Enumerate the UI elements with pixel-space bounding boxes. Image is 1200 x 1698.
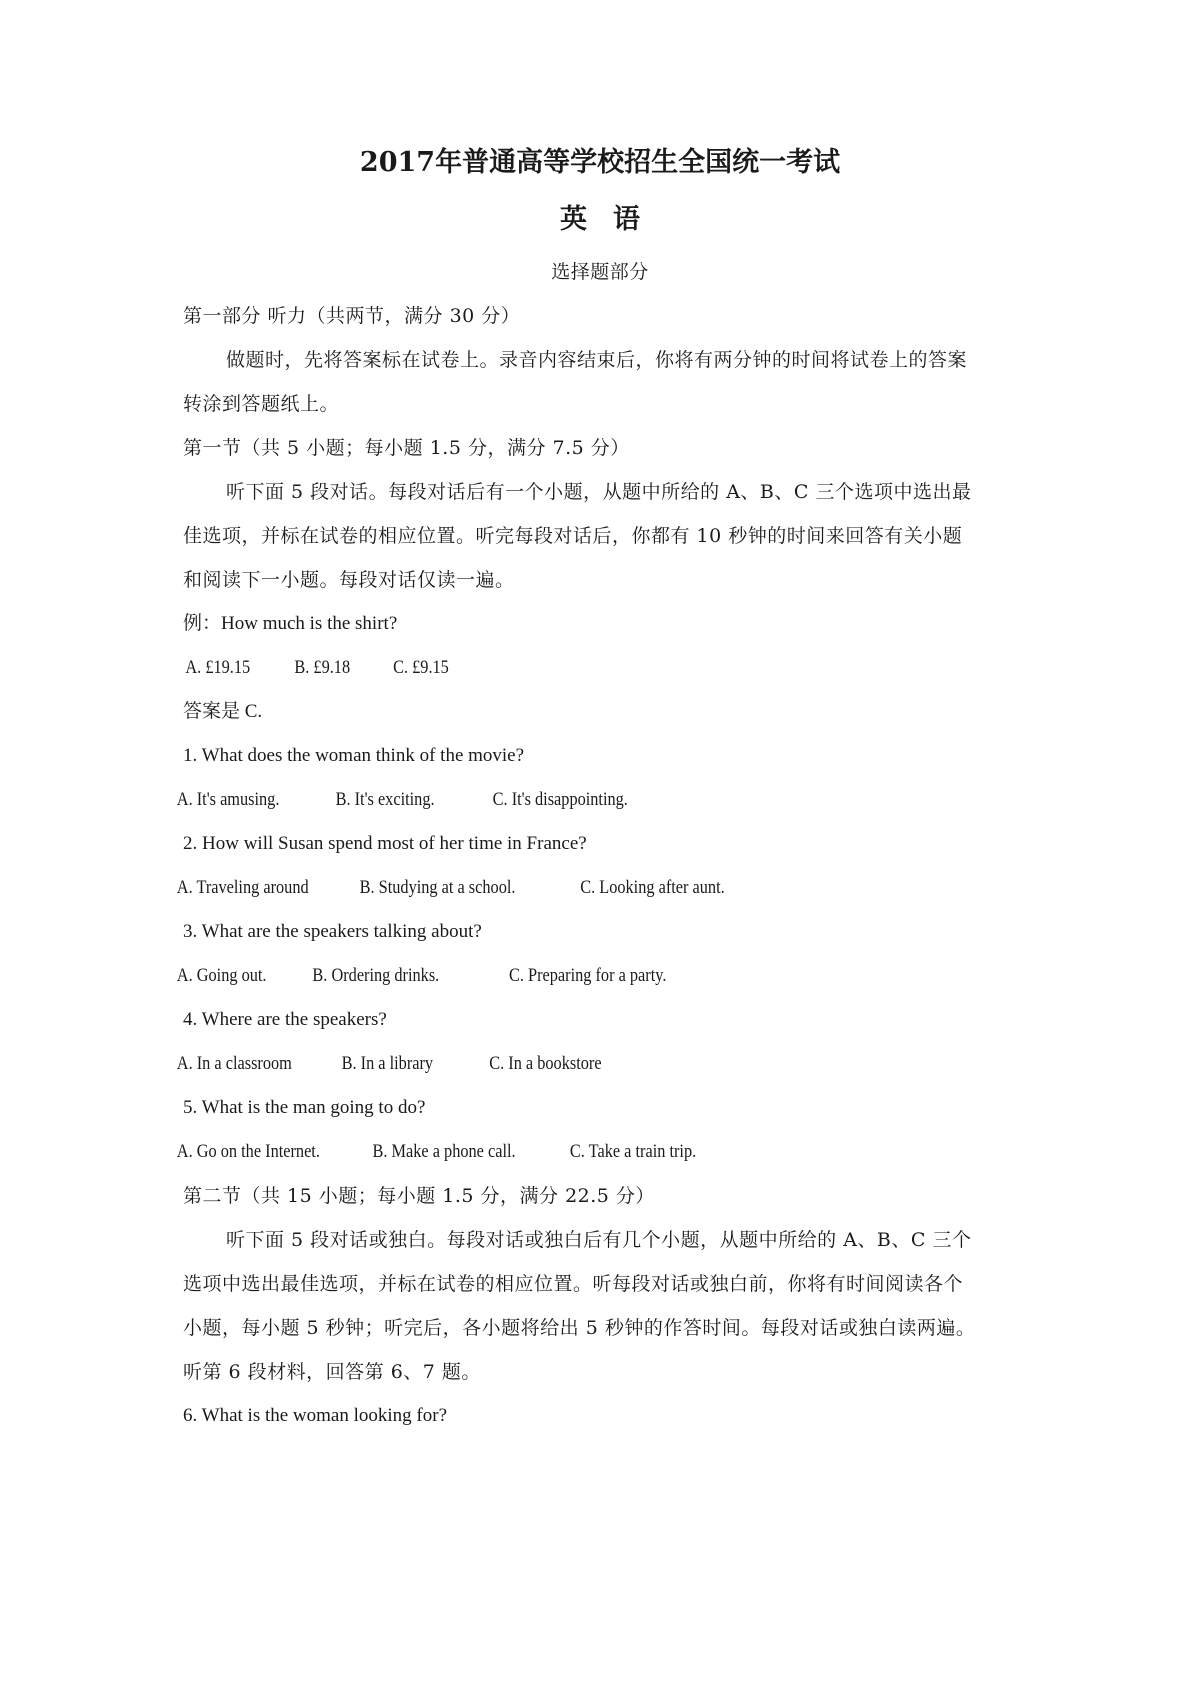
- option-b: B. In a library: [341, 1053, 434, 1074]
- section1-instruction-line1: 听下面 5 段对话。每段对话后有一个小题，从题中所给的 A、B、C 三个选项中选出最: [226, 481, 972, 503]
- question-2: 2. How will Susan spend most of her time in France?: [183, 833, 587, 854]
- question-5: 5. What is the man going to do?: [183, 1097, 426, 1118]
- example-options: [0, 656, 1030, 680]
- exam-title: 2017年普通高等学校招生全国统一考试: [359, 147, 841, 178]
- part-heading: 选择题部分: [551, 261, 649, 283]
- option-b: B. Studying at a school.: [359, 877, 516, 898]
- question-6: 6. What is the woman looking for?: [183, 1405, 448, 1426]
- question-3-options: [0, 964, 1030, 988]
- question-3: 3. What are the speakers talking about?: [183, 921, 482, 942]
- option-a: A. Going out.: [176, 965, 267, 986]
- section2-heading: 第二节（共 15 小题；每小题 1.5 分，满分 22.5 分）: [183, 1185, 655, 1207]
- option-a: A. £19.15: [185, 657, 251, 678]
- section2-instruction-line3: 小题，每小题 5 秒钟；听完后，各小题将给出 5 秒钟的作答时间。每段对话或独白读两遍。: [183, 1317, 976, 1339]
- option-c: C. In a bookstore: [489, 1053, 602, 1074]
- option-a: A. Traveling around: [176, 877, 309, 898]
- question-5-options: [0, 1140, 1030, 1164]
- section1-heading: 第一节（共 5 小题；每小题 1.5 分，满分 7.5 分）: [183, 437, 630, 459]
- option-a: A. Go on the Internet.: [176, 1141, 320, 1162]
- option-c: C. Take a train trip.: [569, 1141, 697, 1162]
- section1-instruction-line3: 和阅读下一小题。每段对话仅读一遍。: [183, 569, 515, 591]
- option-b: B. £9.18: [294, 657, 351, 678]
- section2-instruction-line2: 选项中选出最佳选项，并标在试卷的相应位置。听每段对话或独白前，你将有时间阅读各个: [183, 1273, 964, 1295]
- question-4-options: [0, 1052, 1030, 1076]
- option-b: B. Make a phone call.: [372, 1141, 516, 1162]
- question-2-options: [0, 876, 1030, 900]
- material-note: 听第 6 段材料，回答第 6、7 题。: [183, 1361, 481, 1383]
- part1-heading: 第一部分 听力（共两节，满分 30 分）: [183, 305, 521, 327]
- section1-instruction-line2: 佳选项，并标在试卷的相应位置。听完每段对话后，你都有 10 秒钟的时间来回答有关小题: [183, 525, 963, 547]
- option-c: C. £9.15: [393, 657, 449, 678]
- part1-instruction-line2: 转涂到答题纸上。: [183, 393, 340, 415]
- question-4: 4. Where are the speakers?: [183, 1009, 387, 1030]
- section2-instruction-line1: 听下面 5 段对话或独白。每段对话或独白后有几个小题，从题中所给的 A、B、C 三个: [226, 1229, 972, 1251]
- example-answer: 答案是 C.: [183, 701, 263, 722]
- example-question: 例：How much is the shirt?: [183, 613, 398, 634]
- option-a: A. In a classroom: [176, 1053, 292, 1074]
- question-1-options: [0, 788, 1030, 812]
- option-c: C. Preparing for a party.: [508, 965, 667, 986]
- option-c: C. It's disappointing.: [492, 789, 628, 810]
- option-b: B. Ordering drinks.: [312, 965, 440, 986]
- option-a: A. It's amusing.: [176, 789, 280, 810]
- option-b: B. It's exciting.: [335, 789, 435, 810]
- part1-instruction-line1: 做题时，先将答案标在试卷上。录音内容结束后，你将有两分钟的时间将试卷上的答案: [226, 349, 968, 371]
- subject-title: 英语: [560, 204, 666, 235]
- option-c: C. Looking after aunt.: [580, 877, 725, 898]
- question-1: 1. What does the woman think of the movie?: [183, 745, 525, 766]
